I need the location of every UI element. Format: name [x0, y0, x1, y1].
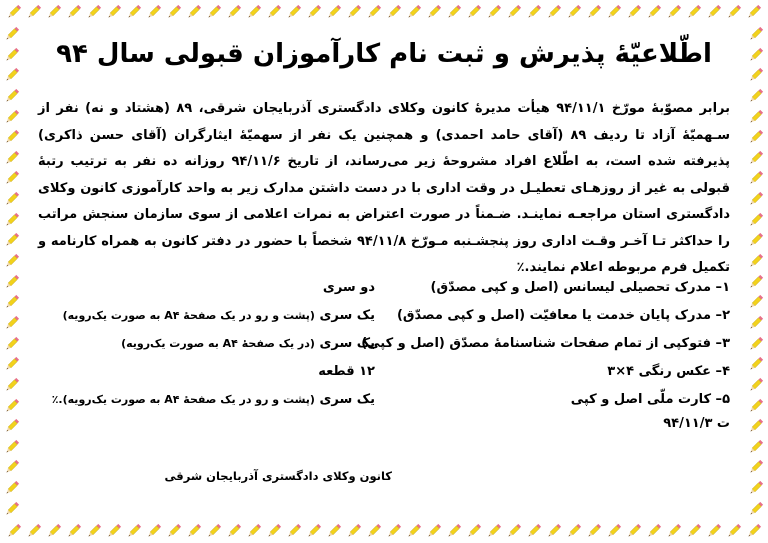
document-quantity: يک سری (در يک صفحهٔ A۴ به صورت يک‌رويه)	[121, 336, 375, 351]
pencil-icon	[684, 521, 704, 541]
document-row	[38, 386, 730, 414]
pencil-icon	[746, 396, 766, 416]
notice-title: اطّلاعيّهٔ پذيرش و ثبت نام كارآموزان قبولی سال ۹۴	[56, 39, 712, 69]
document-note: (پشت و رو در يک صفحهٔ A۴ به صورت يک‌رويه)	[62, 309, 315, 322]
pencil-icon	[24, 521, 44, 541]
pencil-icon	[2, 313, 22, 333]
document-quantity: ۱۲ قطعه	[318, 364, 375, 379]
pencil-icon	[746, 45, 766, 65]
border-top	[4, 2, 764, 22]
pencil-icon	[2, 210, 22, 230]
pencil-icon	[404, 2, 424, 22]
pencil-icon	[2, 375, 22, 395]
document-item: ۳– فتوكپی از تمام صفحات شناسنامهٔ مصدّق (اصل و كپی)	[361, 336, 730, 351]
pencil-icon	[144, 2, 164, 22]
pencil-icon	[204, 521, 224, 541]
pencil-icon	[664, 521, 684, 541]
pencil-icon	[444, 2, 464, 22]
pencil-icon	[744, 2, 764, 22]
pencil-icon	[746, 292, 766, 312]
document-row	[38, 274, 730, 302]
pencil-icon	[244, 521, 264, 541]
pencil-icon	[564, 2, 584, 22]
pencil-icon	[64, 2, 84, 22]
pencil-icon	[484, 521, 504, 541]
document-note: (پشت و رو در يک صفحهٔ A۴ به صورت يک‌رويه).٪	[51, 393, 315, 406]
pencil-icon	[746, 437, 766, 457]
pencil-icon	[624, 2, 644, 22]
pencil-icon	[684, 2, 704, 22]
pencil-icon	[504, 521, 524, 541]
pencil-icon	[4, 521, 24, 541]
pencil-icon	[746, 272, 766, 292]
pencil-icon	[264, 521, 284, 541]
pencil-icon	[544, 521, 564, 541]
document-quantity: دو سری	[322, 280, 375, 295]
pencil-icon	[344, 521, 364, 541]
pencil-icon	[2, 230, 22, 250]
pencil-icon	[746, 416, 766, 436]
pencil-icon	[164, 2, 184, 22]
pencil-icon	[746, 230, 766, 250]
pencil-icon	[44, 521, 64, 541]
notice-page	[30, 30, 738, 513]
pencil-icon	[746, 354, 766, 374]
pencil-icon	[604, 521, 624, 541]
pencil-icon	[2, 396, 22, 416]
pencil-icon	[624, 521, 644, 541]
pencil-icon	[746, 189, 766, 209]
pencil-icon	[644, 521, 664, 541]
document-item: ۱– مدرک تحصيلی ليسانس (اصل و كپی مصدّق)	[430, 280, 730, 295]
pencil-icon	[746, 127, 766, 147]
pencil-icon	[404, 521, 424, 541]
pencil-icon	[204, 2, 224, 22]
pencil-icon	[424, 521, 444, 541]
pencil-icon	[744, 521, 764, 541]
pencil-icon	[746, 499, 766, 519]
pencil-icon	[724, 521, 744, 541]
pencil-icon	[2, 65, 22, 85]
pencil-icon	[2, 457, 22, 477]
document-row	[38, 330, 730, 358]
pencil-icon	[2, 45, 22, 65]
pencil-icon	[746, 24, 766, 44]
pencil-icon	[746, 65, 766, 85]
pencil-icon	[564, 521, 584, 541]
pencil-icon	[746, 107, 766, 127]
pencil-icon	[746, 251, 766, 271]
border-left	[2, 24, 22, 519]
pencil-icon	[464, 2, 484, 22]
pencil-icon	[746, 86, 766, 106]
pencil-icon	[364, 2, 384, 22]
pencil-icon	[2, 478, 22, 498]
pencil-icon	[304, 2, 324, 22]
document-quantity: يک سری (پشت و رو در يک صفحهٔ A۴ به صورت يک‌رويه).٪	[51, 392, 375, 407]
pencil-icon	[24, 2, 44, 22]
pencil-icon	[2, 24, 22, 44]
pencil-icon	[524, 2, 544, 22]
document-quantity: يک سری (پشت و رو در يک صفحهٔ A۴ به صورت يک‌رويه)	[62, 308, 375, 323]
pencil-icon	[724, 2, 744, 22]
pencil-icon	[604, 2, 624, 22]
pencil-icon	[284, 2, 304, 22]
pencil-icon	[504, 2, 524, 22]
pencil-icon	[464, 521, 484, 541]
pencil-icon	[746, 478, 766, 498]
pencil-icon	[2, 86, 22, 106]
signature: كانون وكلای دادگستری آذربايجان شرقی	[164, 469, 392, 483]
pencil-icon	[384, 2, 404, 22]
pencil-icon	[704, 521, 724, 541]
pencil-icon	[484, 2, 504, 22]
document-item: ۲– مدرک پايان خدمت يا معافيّت (اصل و كپی مصدّق)	[396, 308, 730, 323]
pencil-icon	[2, 437, 22, 457]
document-item: ۴– عكس رنگی ۴×۳	[607, 364, 730, 379]
pencil-icon	[704, 2, 724, 22]
pencil-icon	[2, 416, 22, 436]
border-bottom	[4, 521, 764, 541]
pencil-icon	[144, 521, 164, 541]
pencil-icon	[184, 2, 204, 22]
pencil-icon	[224, 2, 244, 22]
required-documents-list	[38, 274, 730, 414]
pencil-icon	[424, 2, 444, 22]
pencil-icon	[2, 107, 22, 127]
pencil-icon	[2, 272, 22, 292]
pencil-icon	[584, 2, 604, 22]
pencil-icon	[2, 499, 22, 519]
pencil-icon	[746, 210, 766, 230]
pencil-icon	[44, 2, 64, 22]
pencil-icon	[244, 2, 264, 22]
pencil-icon	[746, 148, 766, 168]
document-item: ۵– كارت ملّی اصل و كپی	[570, 392, 730, 407]
pencil-icon	[544, 2, 564, 22]
pencil-icon	[746, 457, 766, 477]
pencil-icon	[284, 521, 304, 541]
pencil-icon	[84, 2, 104, 22]
pencil-icon	[2, 292, 22, 312]
pencil-icon	[2, 334, 22, 354]
pencil-icon	[2, 354, 22, 374]
pencil-icon	[746, 168, 766, 188]
notice-date: ت ۹۴/۱۱/۳	[663, 416, 730, 431]
pencil-icon	[184, 521, 204, 541]
document-note: (در يک صفحهٔ A۴ به صورت يک‌رويه)	[121, 337, 315, 350]
pencil-icon	[2, 168, 22, 188]
pencil-icon	[2, 148, 22, 168]
pencil-icon	[746, 375, 766, 395]
pencil-icon	[104, 2, 124, 22]
pencil-icon	[344, 2, 364, 22]
pencil-icon	[264, 2, 284, 22]
pencil-icon	[364, 521, 384, 541]
border-right	[746, 24, 766, 519]
notice-body: برابر مصوّبهٔ مورّخ ۹۴/۱۱/۱ هيأت مديرهٔ كانون وكلای دادگستری آذربايجان شرقی، ۸۹ (هشتاد و نه) نفر از سـهميّهٔ آزاد تا رديف ۸۹ (آقای حامد احمدی) و همچنين يک نفر از سهميّهٔ ايثارگران (آقای حسن ذاكری) پذيرفته شده است، به اطّلاع افراد مشروحهٔ زير می‌رساند، از تاريخ ۹۴/۱۱/۶ روزانه ده نفر به ترتيب رتبهٔ قبولی به غير از روزهـای تعطيـل در وقت اداری با در دست داشتن مدارک زير به واحد كارآموزی كانون وكلای دادگستری استان مراجعـه نماينـد. ضـمناً در صورت اعتراض به نمرات اعلامی از سوی سازمان سنجش مراتب را حداكثر تـا آخـر وقـت اداری روز پنجشـنبه مـورّخ ۹۴/۱۱/۸ شخصاً با حضور در دفتر كانون به همراه كارنامه و تكميل فرم مربوطه اعلام نمايند.٪	[38, 101, 730, 275]
pencil-icon	[164, 521, 184, 541]
pencil-icon	[746, 334, 766, 354]
pencil-icon	[584, 521, 604, 541]
pencil-icon	[124, 2, 144, 22]
pencil-icon	[444, 521, 464, 541]
pencil-icon	[324, 521, 344, 541]
pencil-icon	[304, 521, 324, 541]
pencil-icon	[124, 521, 144, 541]
pencil-icon	[324, 2, 344, 22]
pencil-icon	[224, 521, 244, 541]
pencil-icon	[524, 521, 544, 541]
document-row	[38, 358, 730, 386]
pencil-icon	[4, 2, 24, 22]
pencil-icon	[746, 313, 766, 333]
pencil-icon	[384, 521, 404, 541]
pencil-icon	[2, 251, 22, 271]
pencil-icon	[104, 521, 124, 541]
pencil-icon	[64, 521, 84, 541]
pencil-icon	[2, 189, 22, 209]
pencil-icon	[2, 127, 22, 147]
pencil-icon	[664, 2, 684, 22]
document-row	[38, 302, 730, 330]
pencil-icon	[84, 521, 104, 541]
pencil-icon	[644, 2, 664, 22]
